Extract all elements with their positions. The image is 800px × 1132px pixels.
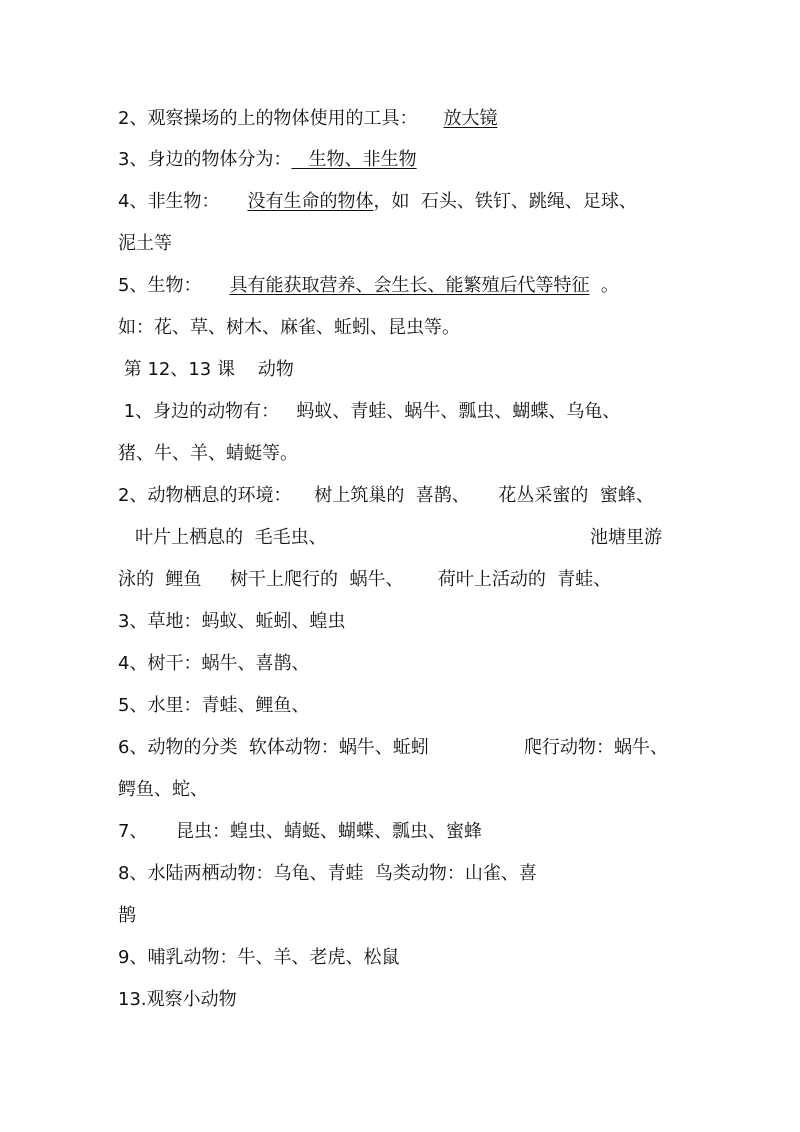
reptiles-text: 爬行动物：蜗牛、	[524, 737, 668, 758]
water-text: 5、水里：青蛙、鲤鱼、	[118, 695, 310, 716]
nonliving-answer: 没有生命的物体	[247, 191, 374, 212]
line-insects	[118, 820, 482, 844]
line-habitat-leaf	[118, 526, 327, 550]
habitat-leaf-text: 叶片上栖息的 毛毛虫、	[118, 527, 327, 548]
line-reptiles	[524, 736, 668, 760]
line-grassland	[118, 610, 345, 634]
habitat-cont-text: 泳的 鲤鱼 树干上爬行的 蜗牛、 荷叶上活动的 青蛙、	[118, 569, 612, 590]
line-animals-around-cont	[118, 442, 298, 466]
tools-answer: 放大镜	[443, 108, 498, 129]
line-living-examples	[118, 316, 460, 340]
line-living	[118, 274, 619, 298]
living-answer: 具有能获取营养、会生长、能繁殖后代等特征	[229, 275, 590, 296]
line-amphibians	[118, 862, 537, 886]
line-object-types	[118, 148, 417, 172]
line-classification	[118, 736, 429, 760]
line-animals-around	[118, 400, 620, 424]
classification-cont-text: 鳄鱼、蛇、	[118, 779, 208, 800]
line-water	[118, 694, 309, 718]
animals-around-cont-text: 猪、牛、羊、蜻蜓等。	[118, 443, 298, 464]
line-mammals	[118, 946, 399, 970]
observe-text: 13.观察小动物	[118, 989, 237, 1010]
insects-text: 7、 昆虫：蝗虫、蜻蜓、蝴蝶、瓢虫、蜜蜂	[118, 821, 483, 842]
habitat-text: 2、动物栖息的环境： 树上筑巢的 喜鹊、 花丛采蜜的 蜜蜂、	[118, 485, 654, 506]
nonliving-examples: ，如 石头、铁钉、跳绳、足球、	[373, 191, 637, 212]
line-habitat	[118, 484, 654, 508]
line-nonliving-cont	[118, 232, 172, 256]
habitat-pond-text: 池塘里游	[590, 527, 662, 548]
line-classification-cont	[118, 778, 208, 802]
line-amphibians-cont	[118, 904, 136, 928]
mammals-text: 9、哺乳动物：牛、羊、老虎、松鼠	[118, 947, 400, 968]
line-nonliving	[118, 190, 637, 214]
object-types-answer: 生物、非生物	[291, 149, 417, 170]
animals-around-text: 1、身边的动物有： 蚂蚁、青蛙、蜗牛、瓢虫、蝴蝶、乌龟、	[118, 401, 621, 422]
living-end: 。	[589, 275, 619, 296]
line-observe	[118, 988, 237, 1012]
line-trunk	[118, 652, 309, 676]
trunk-text: 4、树干：蜗牛、喜鹊、	[118, 653, 310, 674]
line-tools	[118, 107, 497, 131]
amphibians-cont-text: 鹊	[118, 905, 136, 926]
classification-text: 6、动物的分类 软体动物：蜗牛、蚯蚓	[118, 737, 429, 758]
tools-text: 2、观察操场的上的物体使用的工具：	[118, 108, 418, 129]
amphibians-text: 8、水陆两栖动物：乌龟、青蛙 鸟类动物：山雀、喜	[118, 863, 537, 884]
living-examples-text: 如：花、草、树木、麻雀、蚯蚓、昆虫等。	[118, 317, 460, 338]
lesson-heading-text: 第 12、13 课 动物	[118, 359, 294, 380]
nonliving-label: 4、非生物：	[118, 191, 220, 212]
object-types-text: 3、身边的物体分为：	[118, 149, 292, 170]
grassland-text: 3、草地：蚂蚁、蚯蚓、蝗虫	[118, 611, 346, 632]
line-habitat-cont	[118, 568, 611, 592]
lesson-heading	[118, 358, 294, 382]
nonliving-cont-text: 泥土等	[118, 233, 172, 254]
line-habitat-pond	[590, 526, 662, 550]
living-label: 5、生物：	[118, 275, 202, 296]
